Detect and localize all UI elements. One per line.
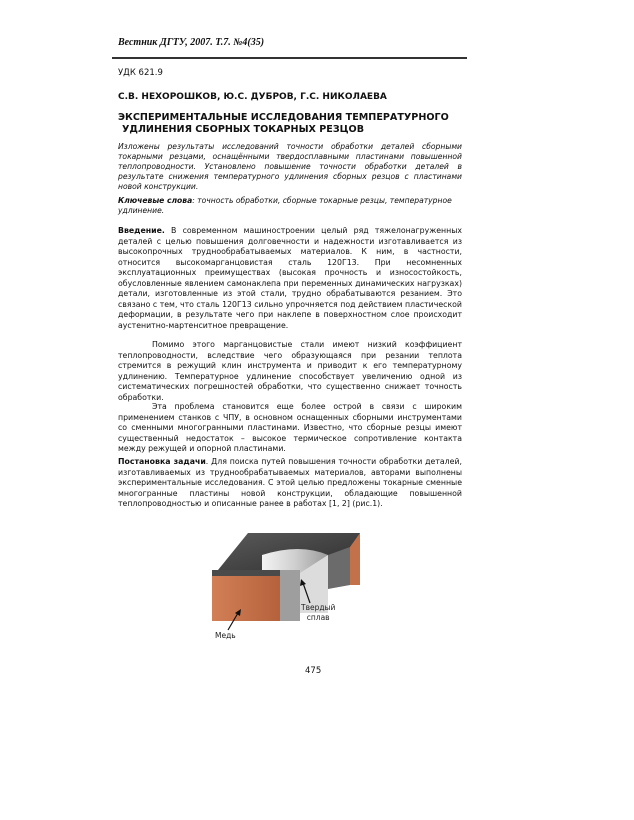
keywords-text: : точность обработки, сборные токарные резцы, температурное удлинение. <box>118 196 452 215</box>
keywords-label: Ключевые слова <box>118 196 193 205</box>
abstract: Изложены результаты исследований точности обработки деталей сборными токарными резцами, оснащёнными твердосплавными пластинами повышенной теплопроводности. Установлено повышение точности обработки деталей в результате снижения температурного удлинения сборных резцов с пластинами новой конструкции. <box>118 142 462 191</box>
paragraph-3: Эта проблема становится еще более острой в связи с широким применением станков с ЧПУ, в основном оснащенных сборными инструментами со сменными многогранными пластинами. Известно, что сборные резцы имеют существенный недостаток – высокое термическое сопротивление контакта между режущей и опорной пластинами. <box>118 402 462 453</box>
header-rule <box>112 57 467 59</box>
title-line-2: УДЛИНЕНИЯ СБОРНЫХ ТОКАРНЫХ РЕЗЦОВ <box>122 124 365 135</box>
paragraph-intro <box>118 226 462 331</box>
label-hard-alloy <box>301 603 335 623</box>
paragraph-2: Помимо этого марганцовистые стали имеют низкий коэффициент теплопроводности, вследствие чего образующаяся при резании теплота стремится в режущий клин инструмента и приводит к его температурному удлинению. Температурное удлинение способствует увеличению одной из систематических погрешностей обработки, что существенно снижает точность обработки. <box>118 340 462 402</box>
intro-text: В современном машиностроении целый ряд тяжелонагруженных деталей с целью повышения долговечности и надежности изготавливается из высокопрочных труднообрабатываемых материалов. К ним, в частности, относится высокомарганцовистая сталь 120Г13. При несомненных эксплуатационных преимуществах (высокая прочность и износостойкость, обусловленные явлением самонаклепа при переменных динамических нагрузках) детали, изготовленные из этой стали, трудно обрабатываются резанием. Это связано с тем, что сталь 120Г13 сильно упрочняется под действием пластической деформации, в результате чего при наклепе в поверхностном слое происходит аустенитно-мартенситное превращение. <box>118 226 462 330</box>
udk-code: УДК 621.9 <box>118 68 163 78</box>
authors: С.В. НЕХОРОШКОВ, Ю.С. ДУБРОВ, Г.С. НИКОЛАЕВА <box>118 92 387 102</box>
label-hard-alloy-line1: Твердый <box>301 603 336 612</box>
keywords <box>118 196 462 216</box>
label-hard-alloy-line2: сплав <box>306 613 330 622</box>
carbide-left <box>212 570 280 576</box>
intro-lead: Введение. <box>118 226 165 235</box>
label-copper: Медь <box>215 631 236 640</box>
copper-left <box>212 573 280 621</box>
paragraph-problem <box>118 457 462 510</box>
problem-text: . Для поиска путей повышения точности обработки деталей, изготавливаемых из труднообрабатываемых материалов, авторами выполнены экспериментальные исследования. С этой целью предложены токарные сменные многогранные пластины новой конструкции, обладающие повышенной теплопроводностью и описанные ранее в работах [1, 2] (рис.1). <box>118 457 462 508</box>
problem-lead: Постановка задачи <box>118 457 206 466</box>
paper-title <box>118 112 458 136</box>
page-number: 475 <box>305 666 322 676</box>
carbide-left-edge <box>280 570 300 621</box>
title-line-1: ЭКСПЕРИМЕНТАЛЬНЫЕ ИССЛЕДОВАНИЯ ТЕМПЕРАТУРНОГО <box>118 112 449 123</box>
journal-header: Вестник ДГТУ, 2007. Т.7. №4(35) <box>118 37 265 48</box>
